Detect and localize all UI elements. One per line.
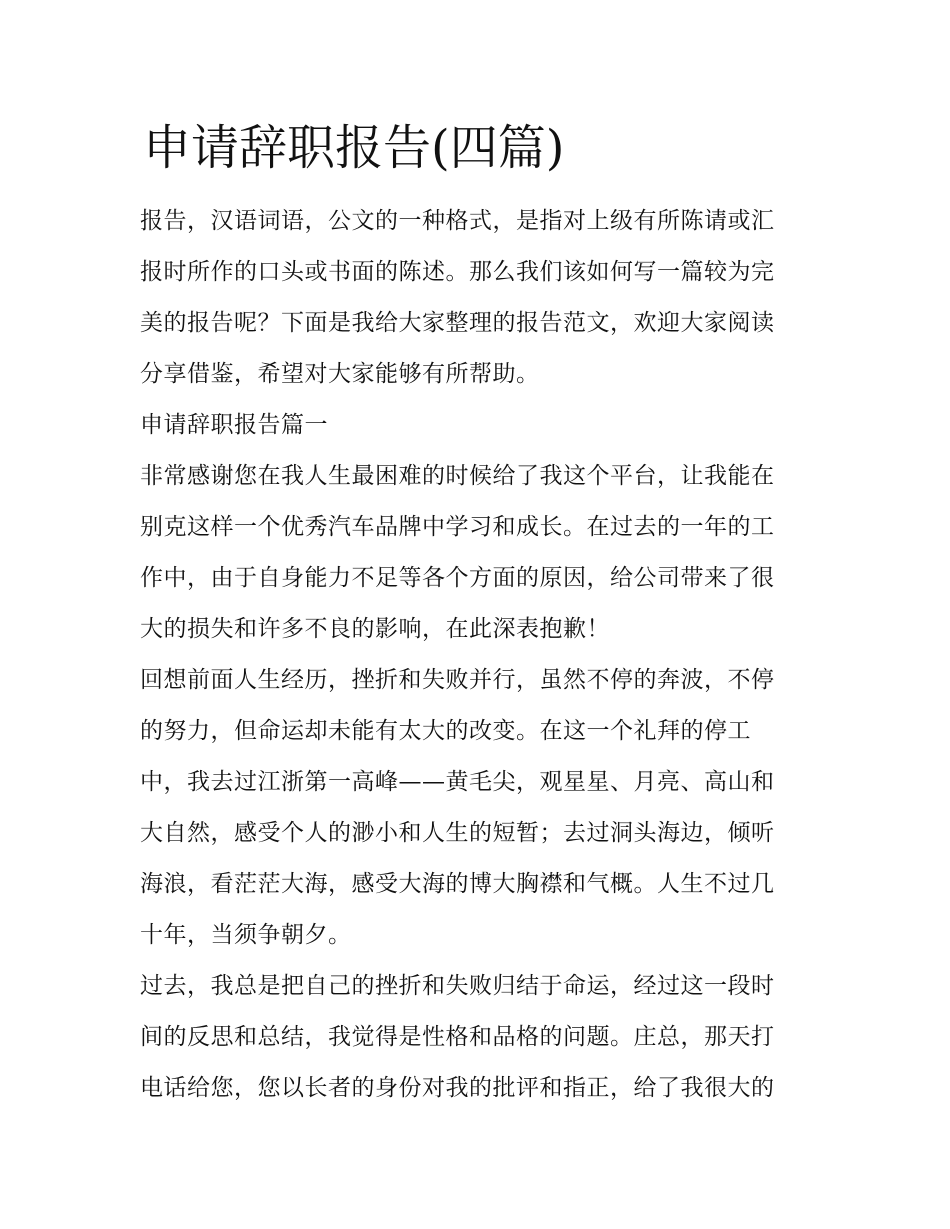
intro-line: 美的报告呢？下面是我给大家整理的报告范文，欢迎大家阅读 xyxy=(140,310,775,336)
intro-line: 分享借鉴，希望对大家能够有所帮助。 xyxy=(140,361,540,387)
body-line: 大自然，感受个人的渺小和人生的短暂；去过洞头海边，倾听 xyxy=(140,820,775,846)
body-line: 非常感谢您在我人生最困难的时候给了我这个平台，让我能在 xyxy=(140,463,775,489)
body-line: 大的损失和许多不良的影响，在此深表抱歉！ xyxy=(140,616,610,642)
body-line: 电话给您，您以长者的身份对我的批评和指正，给了我很大的 xyxy=(140,1075,775,1101)
body-line: 的努力，但命运却未能有太大的改变。在这一个礼拜的停工 xyxy=(140,718,751,744)
intro-line: 报告，汉语词语，公文的一种格式，是指对上级有所陈请或汇 xyxy=(140,208,775,234)
intro-line: 报时所作的口头或书面的陈述。那么我们该如何写一篇较为完 xyxy=(140,259,775,285)
body-line: 别克这样一个优秀汽车品牌中学习和成长。在过去的一年的工 xyxy=(140,514,775,540)
section-heading: 申请辞职报告篇一 xyxy=(140,412,328,438)
body-line: 间的反思和总结，我觉得是性格和品格的问题。庄总，那天打 xyxy=(140,1024,775,1050)
body-line: 海浪，看茫茫大海，感受大海的博大胸襟和气概。人生不过几 xyxy=(140,871,775,897)
body-line: 过去，我总是把自己的挫折和失败归结于命运，经过这一段时 xyxy=(140,973,775,999)
body-line: 作中，由于自身能力不足等各个方面的原因，给公司带来了很 xyxy=(140,565,775,591)
body-line: 中，我去过江浙第一高峰——黄毛尖，观星星、月亮、高山和 xyxy=(140,769,775,795)
body-line: 十年，当须争朝夕。 xyxy=(140,922,352,948)
document-title: 申请辞职报告(四篇) xyxy=(143,120,565,176)
body-line: 回想前面人生经历，挫折和失败并行，虽然不停的奔波，不停 xyxy=(140,667,775,693)
